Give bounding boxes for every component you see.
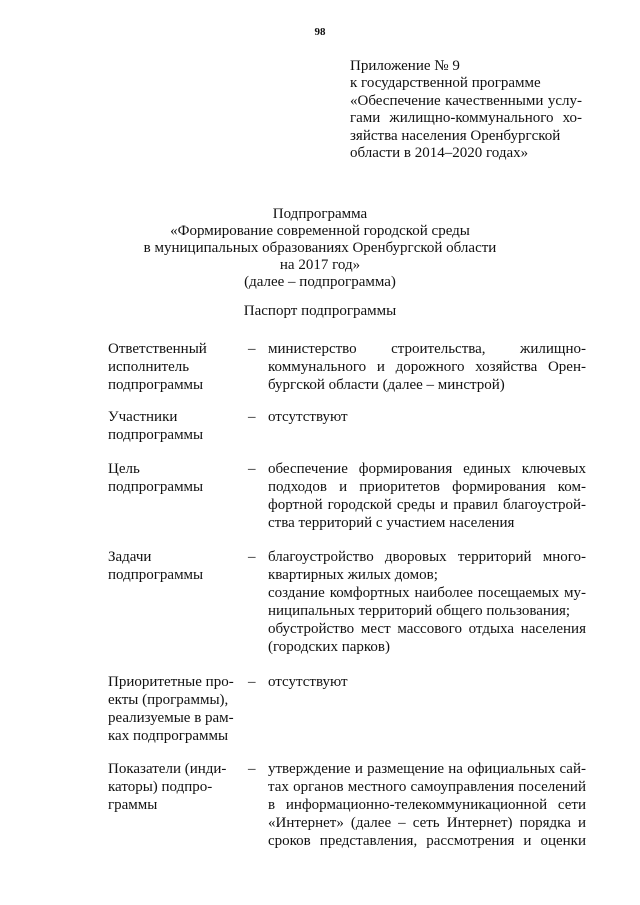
label-line: Показатели (инди- bbox=[108, 761, 227, 777]
row-value bbox=[268, 673, 586, 691]
heading-line: «Формирование современной городской среды bbox=[170, 223, 470, 239]
page-number: 98 bbox=[314, 26, 326, 38]
appendix-line: к государственной программе bbox=[350, 75, 541, 92]
value-line: квартирных жилых домов; bbox=[268, 567, 438, 583]
row-label bbox=[108, 408, 243, 444]
row-label bbox=[108, 460, 243, 496]
heading-line: на 2017 год» bbox=[279, 257, 361, 273]
row-value bbox=[268, 460, 586, 532]
heading-line: (далее – подпрограмма) bbox=[244, 274, 396, 290]
dash: – bbox=[248, 341, 256, 357]
appendix-line: гами жилищно-коммунального хо- bbox=[350, 110, 582, 127]
value-line: сроков представления, рассмотрения и оценки bbox=[268, 833, 586, 849]
value-line: (городских парков) bbox=[268, 639, 390, 655]
row-label bbox=[108, 760, 243, 814]
value-line: отсутствуют bbox=[268, 409, 348, 425]
value-line: подходов и приоритетов формирования ком- bbox=[268, 479, 586, 495]
label-line: екты (программы), bbox=[108, 692, 229, 708]
appendix-line: области в 2014–2020 годах» bbox=[350, 145, 529, 162]
value-line: бургской области (далее – минстрой) bbox=[268, 377, 505, 393]
label-line: Ответственный bbox=[108, 341, 207, 357]
dash: – bbox=[248, 461, 256, 477]
value-line: обеспечение формирования единых ключевых bbox=[268, 461, 586, 477]
appendix-line: «Обеспечение качественными услу- bbox=[350, 92, 582, 109]
label-line: Цель bbox=[108, 461, 140, 477]
value-line: обустройство мест массового отдыха населения bbox=[268, 621, 586, 637]
heading-line: Подпрограмма bbox=[272, 206, 368, 222]
label-line: подпрограммы bbox=[108, 377, 204, 393]
dash: – bbox=[248, 761, 256, 777]
label-line: подпрограммы bbox=[108, 427, 204, 443]
row-label bbox=[108, 673, 243, 745]
value-line: благоустройство дворовых территорий много- bbox=[268, 549, 586, 565]
label-line: подпрограммы bbox=[108, 567, 204, 583]
appendix-block bbox=[350, 58, 582, 162]
row-label bbox=[108, 340, 243, 394]
row-label bbox=[108, 548, 243, 584]
label-line: исполнитель bbox=[108, 359, 190, 375]
value-line: создание комфортных наиболее посещаемых му- bbox=[268, 585, 586, 601]
label-line: Приоритетные про- bbox=[108, 674, 234, 690]
value-line: министерство строительства, жилищно- bbox=[268, 341, 586, 357]
value-line: фортной городской среды и правил благоустрой- bbox=[268, 497, 586, 513]
value-line: тах органов местного самоуправления поселений bbox=[268, 779, 586, 795]
label-line: граммы bbox=[108, 797, 158, 813]
label-line: Задачи bbox=[108, 549, 152, 565]
appendix-line: зяйства населения Оренбургской bbox=[350, 127, 561, 144]
value-line: коммунального и дорожного хозяйства Орен- bbox=[268, 359, 586, 375]
heading-line: в муниципальных образованиях Оренбургской области bbox=[143, 240, 497, 256]
label-line: каторы) подпро- bbox=[108, 779, 213, 795]
label-line: ках подпрограммы bbox=[108, 728, 229, 744]
dash: – bbox=[248, 674, 256, 690]
dash: – bbox=[248, 549, 256, 565]
label-line: реализуемые в рам- bbox=[108, 710, 234, 726]
row-value bbox=[268, 760, 586, 850]
label-line: Участники bbox=[108, 409, 178, 425]
appendix-line: Приложение № 9 bbox=[350, 58, 460, 74]
dash: – bbox=[248, 409, 256, 425]
value-line: отсутствуют bbox=[268, 674, 348, 690]
row-value bbox=[268, 408, 586, 426]
value-line: утверждение и размещение на официальных сай- bbox=[268, 761, 586, 777]
value-line: в информационно-телекоммуникационной сети bbox=[268, 797, 586, 813]
value-line: ниципальных территорий общего пользования; bbox=[268, 603, 571, 619]
passport-title: Паспорт подпрограммы bbox=[243, 303, 397, 319]
row-value bbox=[268, 548, 586, 656]
value-line: ства территорий с участием населения bbox=[268, 515, 515, 531]
label-line: подпрограммы bbox=[108, 479, 204, 495]
value-line: «Интернет» (далее – сеть Интернет) порядка и bbox=[268, 815, 586, 831]
row-value bbox=[268, 340, 586, 394]
subprogram-heading bbox=[120, 206, 520, 291]
